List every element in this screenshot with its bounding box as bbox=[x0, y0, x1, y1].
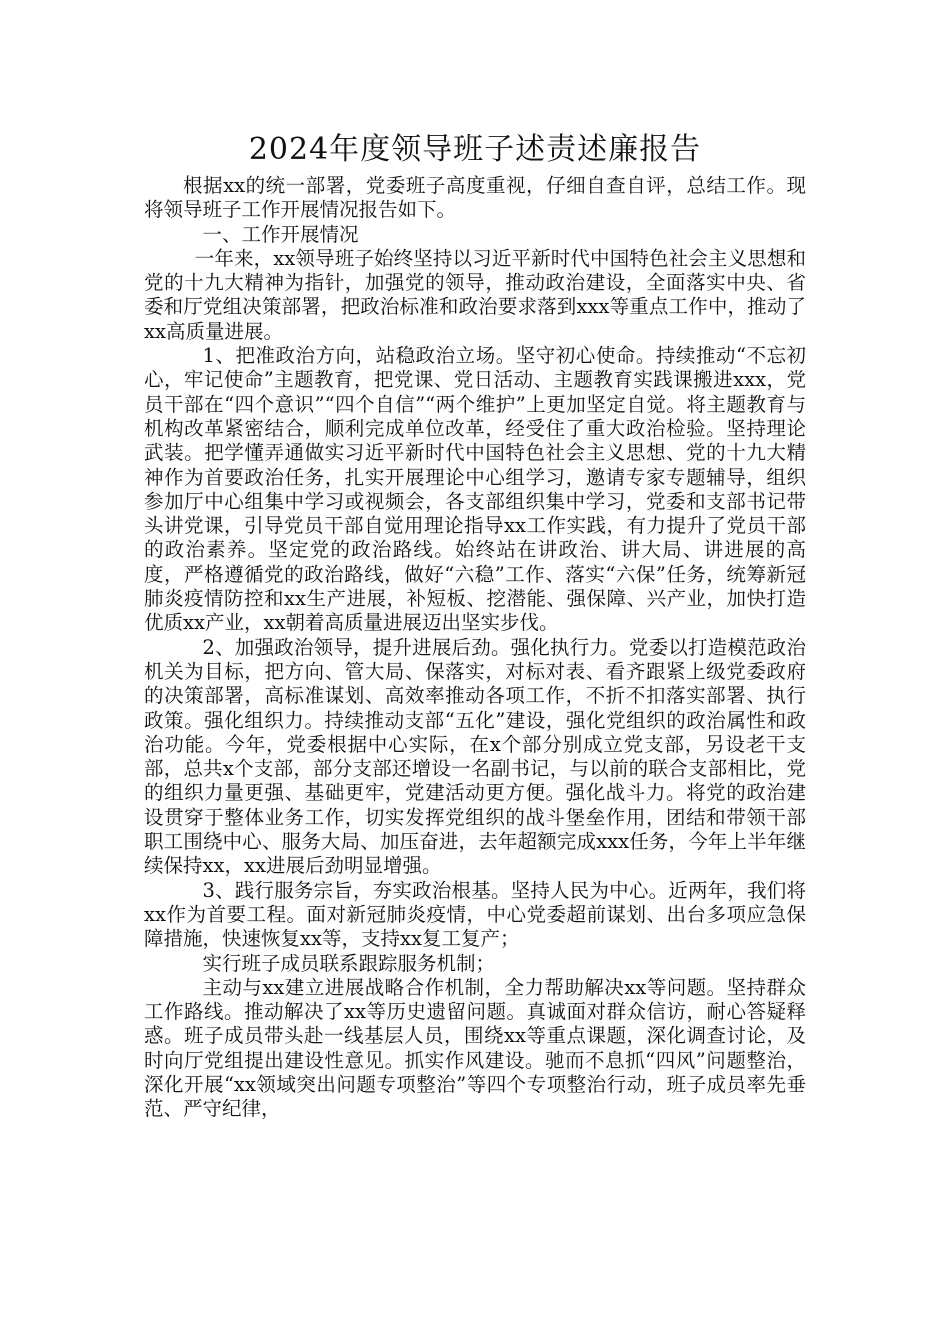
section-heading: 一、工作开展情况 bbox=[202, 222, 359, 246]
paragraph-cooperation: 主动与xx建立进展战略合作机制，全力帮助解决xx等问题。坚持群众工作路线。推动解决了xx等历史遗留问题。真诚面对群众信访，耐心答疑释惑。班子成员带头赴一线基层人员，围绕xx等重点课题，深化调查讨论，及时向厅党组提出建设性意见。抓实作风建设。驰而不息抓“四风”问题整治，深化开展“xx领域突出问题专项整治”等四个专项整治行动，班子成员率先垂范、严守纪律， bbox=[144, 975, 806, 1121]
document-title: 2024年度领导班子述责述廉报告 bbox=[248, 132, 702, 167]
paragraph-mechanism: 实行班子成员联系跟踪服务机制； bbox=[202, 951, 496, 975]
paragraph-overview: 一年来，xx领导班子始终坚持以习近平新时代中国特色社会主义思想和党的十九大精神为指针，加强党的领导，推动政治建设，全面落实中央、省委和厅党组决策部署，把政治标准和政治要求落到xxx等重点工作中，推动了xx高质量进展。 bbox=[144, 246, 806, 343]
paragraph-item-1: 1、把准政治方向，站稳政治立场。坚守初心使命。持续推动“不忘初心，牢记使命”主题教育，把党课、党日活动、主题教育实践课搬进xxx，党员干部在“四个意识”“四个自信”“两个维护”上更加坚定自觉。将主题教育与机构改革紧密结合，顺利完成单位改革，经受住了重大政治检验。坚持理论武装。把学懂弄通做实习近平新时代中国特色社会主义思想、党的十九大精神作为首要政治任务，扎实开展理论中心组学习，邀请专家专题辅导，组织参加厅中心组集中学习或视频会，各支部组织集中学习，党委和支部书记带头讲党课，引导党员干部自觉用理论指导xx工作实践，有力提升了党员干部的政治素养。坚定党的政治路线。始终站在讲政治、讲大局、讲进展的高度，严格遵循党的政治路线，做好“六稳”工作、落实“六保”任务，统筹新冠肺炎疫情防控和xx生产进展，补短板、挖潜能、强保障、兴产业，加快打造优质xx产业，xx朝着高质量进展迈出坚实步伐。 bbox=[144, 344, 806, 635]
paragraph-item-3: 3、践行服务宗旨，夯实政治根基。坚持人民为中心。近两年，我们将xx作为首要工程。面对新冠肺炎疫情，中心党委超前谋划、出台多项应急保障措施，快速恢复xx等，支持xx复工复产； bbox=[144, 878, 806, 951]
paragraph-intro: 根据xx的统一部署，党委班子高度重视，仔细自查自评，总结工作。现将领导班子工作开展情况报告如下。 bbox=[144, 174, 806, 222]
paragraph-item-2: 2、加强政治领导，提升进展后劲。强化执行力。党委以打造模范政治机关为目标，把方向、管大局、保落实，对标对表、看齐跟紧上级党委政府的决策部署，高标准谋划、高效率推动各项工作，不折不扣落实部署、执行政策。强化组织力。持续推动支部“五化”建设，强化党组织的政治属性和政治功能。今年，党委根据中心实际，在x个部分别成立党支部，另设老干支部，总共x个支部，部分支部还增设一名副书记，与以前的联合支部相比，党的组织力量更强、基础更牢，党建活动更方便。强化战斗力。将党的政治建设贯穿于整体业务工作，切实发挥党组织的战斗堡垒作用，团结和带领干部职工围绕中心、服务大局、加压奋进，去年超额完成xxx任务，今年上半年继续保持xx，xx进展后劲明显增强。 bbox=[144, 635, 806, 878]
document-page bbox=[144, 128, 806, 1122]
